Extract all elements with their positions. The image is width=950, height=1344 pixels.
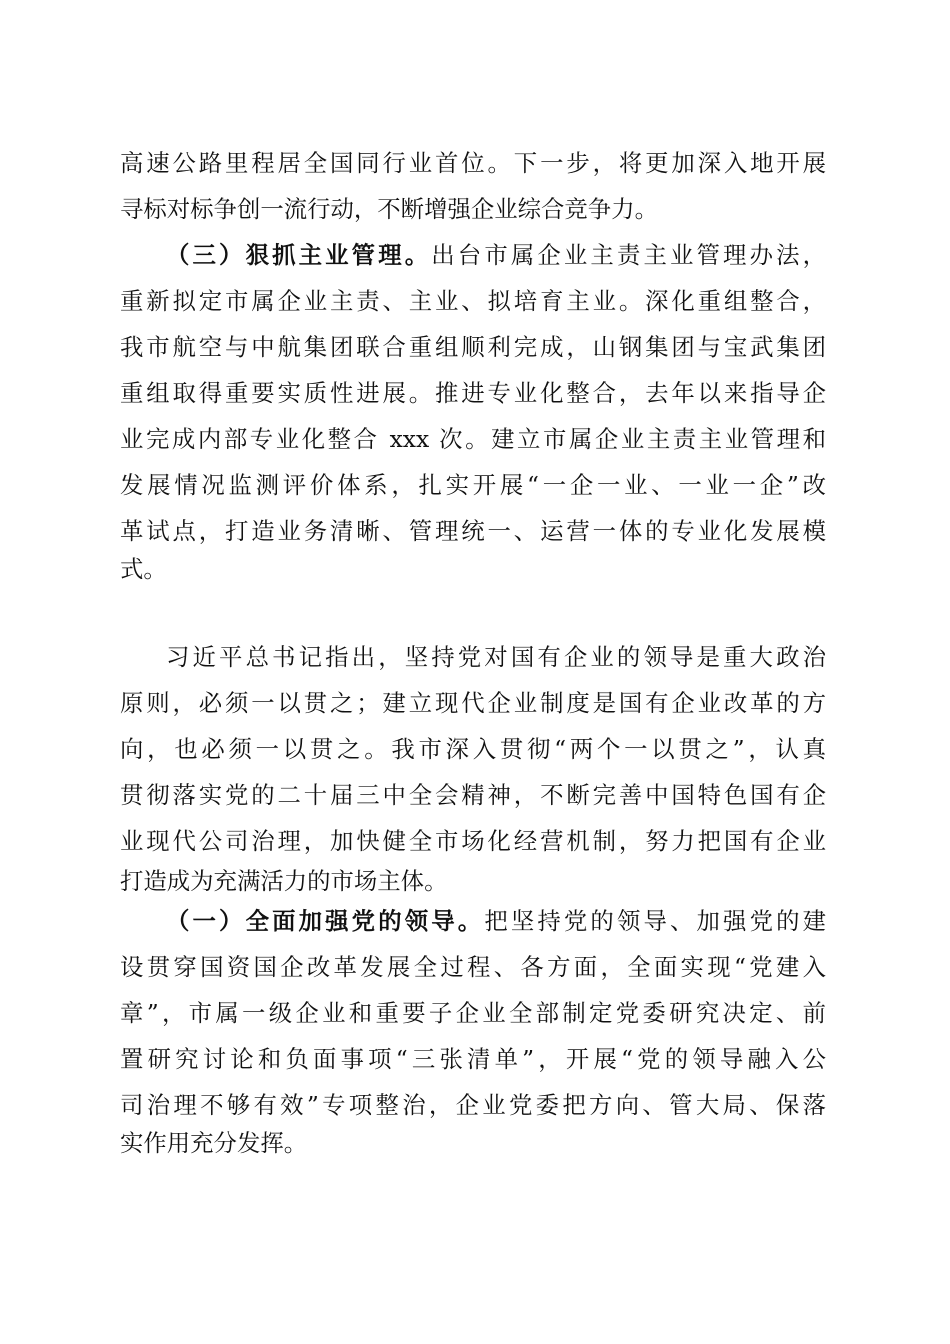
section-heading [166,602,826,632]
subheading-lead: （三）狠抓主业管理。 [166,241,432,269]
paragraph-line: 业完成内部专业化整合 xxx 次。建立市属企业主责主业管理和 [120,425,826,453]
paragraph-line: 我市航空与中航集团联合重组顺利完成，山钢集团与宝武集团 [120,333,826,361]
subheading-rest: 把坚持党的领导、加强党的建 [484,907,827,935]
paragraph-line: 高速公路里程居全国同行业首位。下一步，将更加深入地开展 [120,149,826,177]
paragraph-line: 重新拟定市属企业主责、主业、拟培育主业。深化重组整合， [120,287,826,315]
paragraph-line: 发展情况监测评价体系，扎实开展“一企一业、一业一企”改 [120,471,826,499]
paragraph-line: 打造成为充满活力的市场主体。 [120,867,448,895]
paragraph-line: 原则，必须一以贯之；建立现代企业制度是国有企业改革的方 [120,689,826,717]
paragraph-line: 实作用充分发挥。 [120,1129,308,1157]
paragraph-line: 重组取得重要实质性进展。推进专业化整合，去年以来指导企 [120,379,826,407]
paragraph-line: 式。 [120,555,167,583]
paragraph-line: 司治理不够有效”专项整治，企业党委把方向、管大局、保落 [120,1091,826,1119]
paragraph-line: 寻标对标争创一流行动，不断增强企业综合竞争力。 [120,195,658,223]
paragraph-line: 贯彻落实党的二十届三中全会精神，不断完善中国特色国有企 [120,781,826,809]
paragraph-line: 业现代公司治理，加快健全市场化经营机制，努力把国有企业 [120,827,826,855]
paragraph-line: 置研究讨论和负面事项“三张清单”，开展“党的领导融入公 [120,1045,826,1073]
paragraph-line: 章”，市属一级企业和重要子企业全部制定党委研究决定、前 [120,999,826,1027]
paragraph-line: 向，也必须一以贯之。我市深入贯彻“两个一以贯之”，认真 [120,735,826,763]
subheading-line [166,906,826,936]
paragraph-line: 革试点，打造业务清晰、管理统一、运营一体的专业化发展模 [120,517,826,545]
subheading-rest: 出台市属企业主责主业管理办法， [431,241,827,269]
paragraph-line: 设贯穿国资国企改革发展全过程、各方面，全面实现“党建入 [120,953,826,981]
paragraph-line: 习近平总书记指出，坚持党对国有企业的领导是重大政治 [166,643,826,671]
subheading-lead: （一）全面加强党的领导。 [166,907,485,935]
subheading-line [166,240,826,270]
